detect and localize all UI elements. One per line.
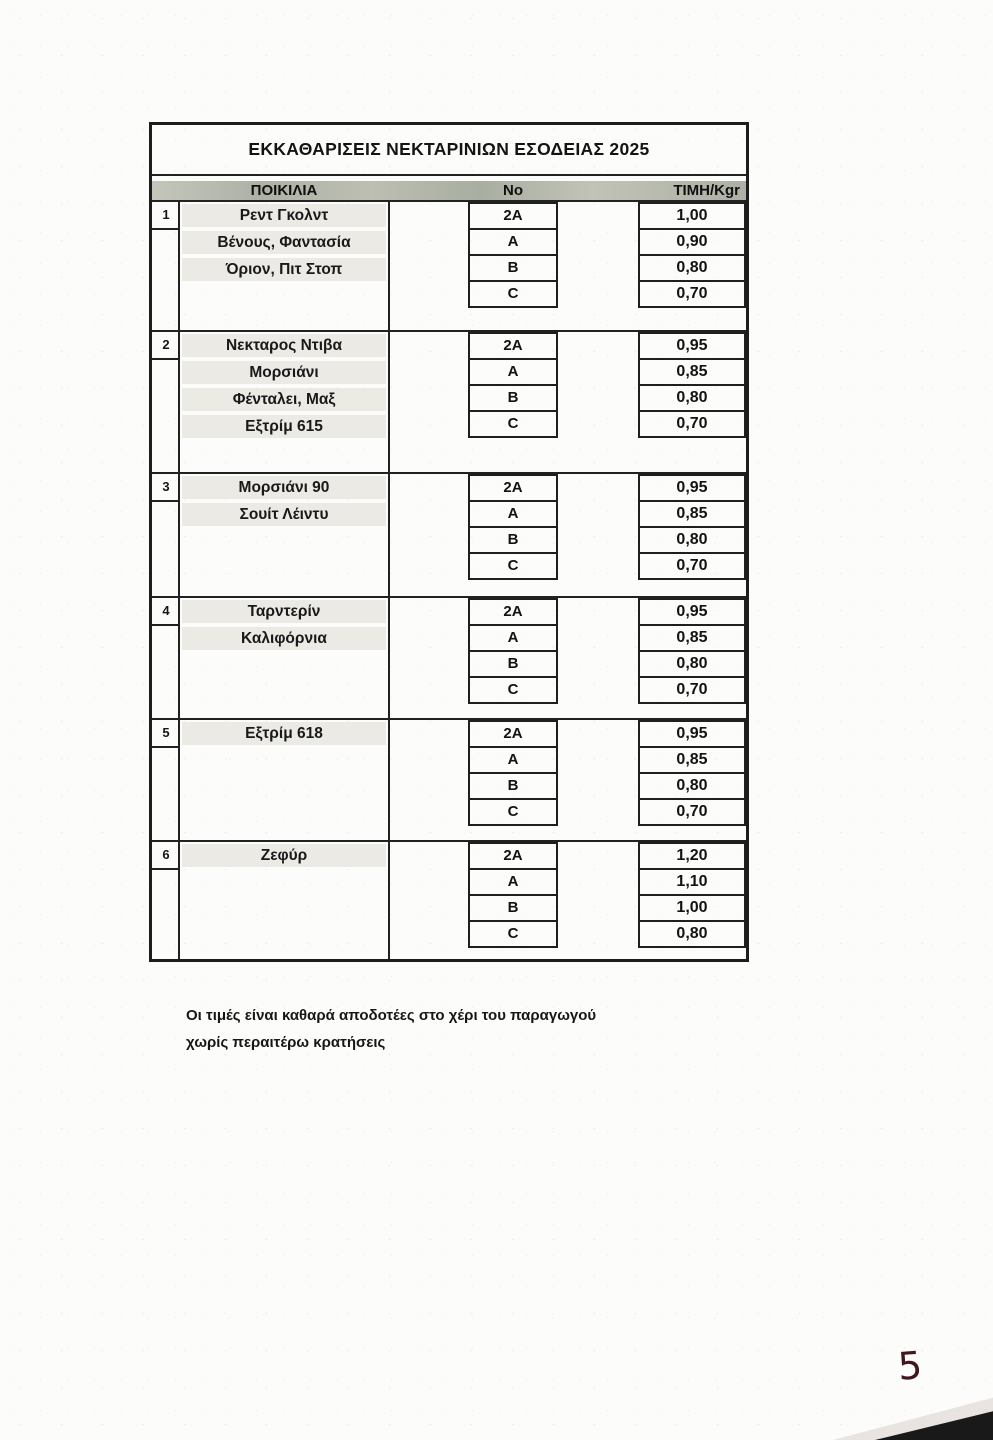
price-cell: 1,00: [638, 202, 746, 230]
handwritten-page-number: 5: [896, 1343, 924, 1389]
price-cell: 1,10: [638, 868, 746, 896]
price-cell: 0,85: [638, 358, 746, 386]
grade-cell: A: [468, 358, 558, 386]
grade-cell: 2A: [468, 842, 558, 870]
price-cell: 0,95: [638, 598, 746, 626]
number-cell-rule: [152, 624, 180, 626]
price-cell: 0,90: [638, 228, 746, 256]
number-cell-rule: [152, 358, 180, 360]
variety-name: Μορσιάνι 90: [182, 476, 386, 499]
price-cell: 0,80: [638, 772, 746, 800]
grade-cell: C: [468, 920, 558, 948]
grade-cell: B: [468, 254, 558, 282]
variety-name: Ρεντ Γκολντ: [182, 204, 386, 227]
price-cell: 1,00: [638, 894, 746, 922]
grade-cell: 2A: [468, 720, 558, 748]
grade-cell: B: [468, 384, 558, 412]
grade-cell: C: [468, 676, 558, 704]
number-cell-rule: [152, 500, 180, 502]
grade-cell: A: [468, 868, 558, 896]
variety-name: Μορσιάνι: [182, 361, 386, 384]
variety-name: Όριον, Πιτ Στοπ: [182, 258, 386, 281]
price-cell: 1,20: [638, 842, 746, 870]
price-cell: 0,80: [638, 920, 746, 948]
grade-cell: 2A: [468, 598, 558, 626]
variety-list: [182, 204, 386, 285]
price-cell: 0,80: [638, 384, 746, 412]
column-header-price: ΤΙΜΗ/Kgr: [673, 182, 740, 199]
table-header-row: [152, 181, 746, 202]
grade-cell: C: [468, 410, 558, 438]
group-number: 6: [162, 847, 170, 862]
footer-note: [186, 1002, 706, 1056]
number-cell-rule: [152, 228, 180, 230]
grade-cell: A: [468, 624, 558, 652]
variety-name: Νεκταρος Ντιβα: [182, 334, 386, 357]
grade-cell: C: [468, 280, 558, 308]
variety-list: [182, 334, 386, 442]
price-cell: 0,95: [638, 720, 746, 748]
variety-list: [182, 600, 386, 654]
price-cell: 0,70: [638, 552, 746, 580]
footer-note-line2: χωρίς περαιτέρω κρατήσεις: [186, 1034, 386, 1051]
variety-name: Εξτρίμ 615: [182, 415, 386, 438]
column-header-grade: No: [503, 182, 523, 199]
variety-name: Βένους, Φαντασία: [182, 231, 386, 254]
group-number: 2: [162, 337, 170, 352]
variety-name: Σουίτ Λέιντυ: [182, 503, 386, 526]
price-cell: 0,80: [638, 526, 746, 554]
price-cell: 0,70: [638, 410, 746, 438]
variety-name: Καλιφόρνια: [182, 627, 386, 650]
group-number: 1: [162, 207, 170, 222]
grade-cell: B: [468, 650, 558, 678]
variety-name: Φένταλει, Μαξ: [182, 388, 386, 411]
column-divider-variety: [388, 202, 390, 959]
prices-table: [149, 122, 749, 962]
variety-list: [182, 476, 386, 530]
group-number: 5: [162, 725, 170, 740]
variety-list: [182, 722, 386, 749]
price-cell: 0,80: [638, 650, 746, 678]
price-cell: 0,85: [638, 746, 746, 774]
column-header-variety: ΠΟΙΚΙΛΙΑ: [250, 182, 318, 199]
variety-name: Εξτρίμ 618: [182, 722, 386, 745]
group-number: 4: [162, 603, 170, 618]
number-cell-rule: [152, 746, 180, 748]
variety-name: Ζεφύρ: [182, 844, 386, 867]
grade-cell: B: [468, 772, 558, 800]
grade-cell: A: [468, 228, 558, 256]
group-number: 3: [162, 479, 170, 494]
grade-cell: 2A: [468, 332, 558, 360]
grade-cell: C: [468, 798, 558, 826]
price-cell: 0,70: [638, 676, 746, 704]
price-cell: 0,95: [638, 332, 746, 360]
grade-cell: A: [468, 500, 558, 528]
price-cell: 0,70: [638, 798, 746, 826]
price-cell: 0,95: [638, 474, 746, 502]
grade-cell: 2A: [468, 202, 558, 230]
grade-cell: B: [468, 526, 558, 554]
price-cell: 0,80: [638, 254, 746, 282]
footer-note-line1: Οι τιμές είναι καθαρά αποδοτέες στο χέρι του παραγωγού: [186, 1007, 597, 1024]
document-title: ΕΚΚΑΘΑΡΙΣΕΙΣ ΝΕΚΤΑΡΙΝΙΩΝ ΕΣΟΔΕΙΑΣ 2025: [152, 125, 746, 176]
price-cell: 0,85: [638, 624, 746, 652]
number-cell-rule: [152, 868, 180, 870]
grade-cell: B: [468, 894, 558, 922]
grade-cell: A: [468, 746, 558, 774]
grade-cell: C: [468, 552, 558, 580]
price-cell: 0,70: [638, 280, 746, 308]
price-cell: 0,85: [638, 500, 746, 528]
variety-name: Ταρντερίν: [182, 600, 386, 623]
grade-cell: 2A: [468, 474, 558, 502]
table-body: [152, 202, 746, 959]
variety-list: [182, 844, 386, 871]
